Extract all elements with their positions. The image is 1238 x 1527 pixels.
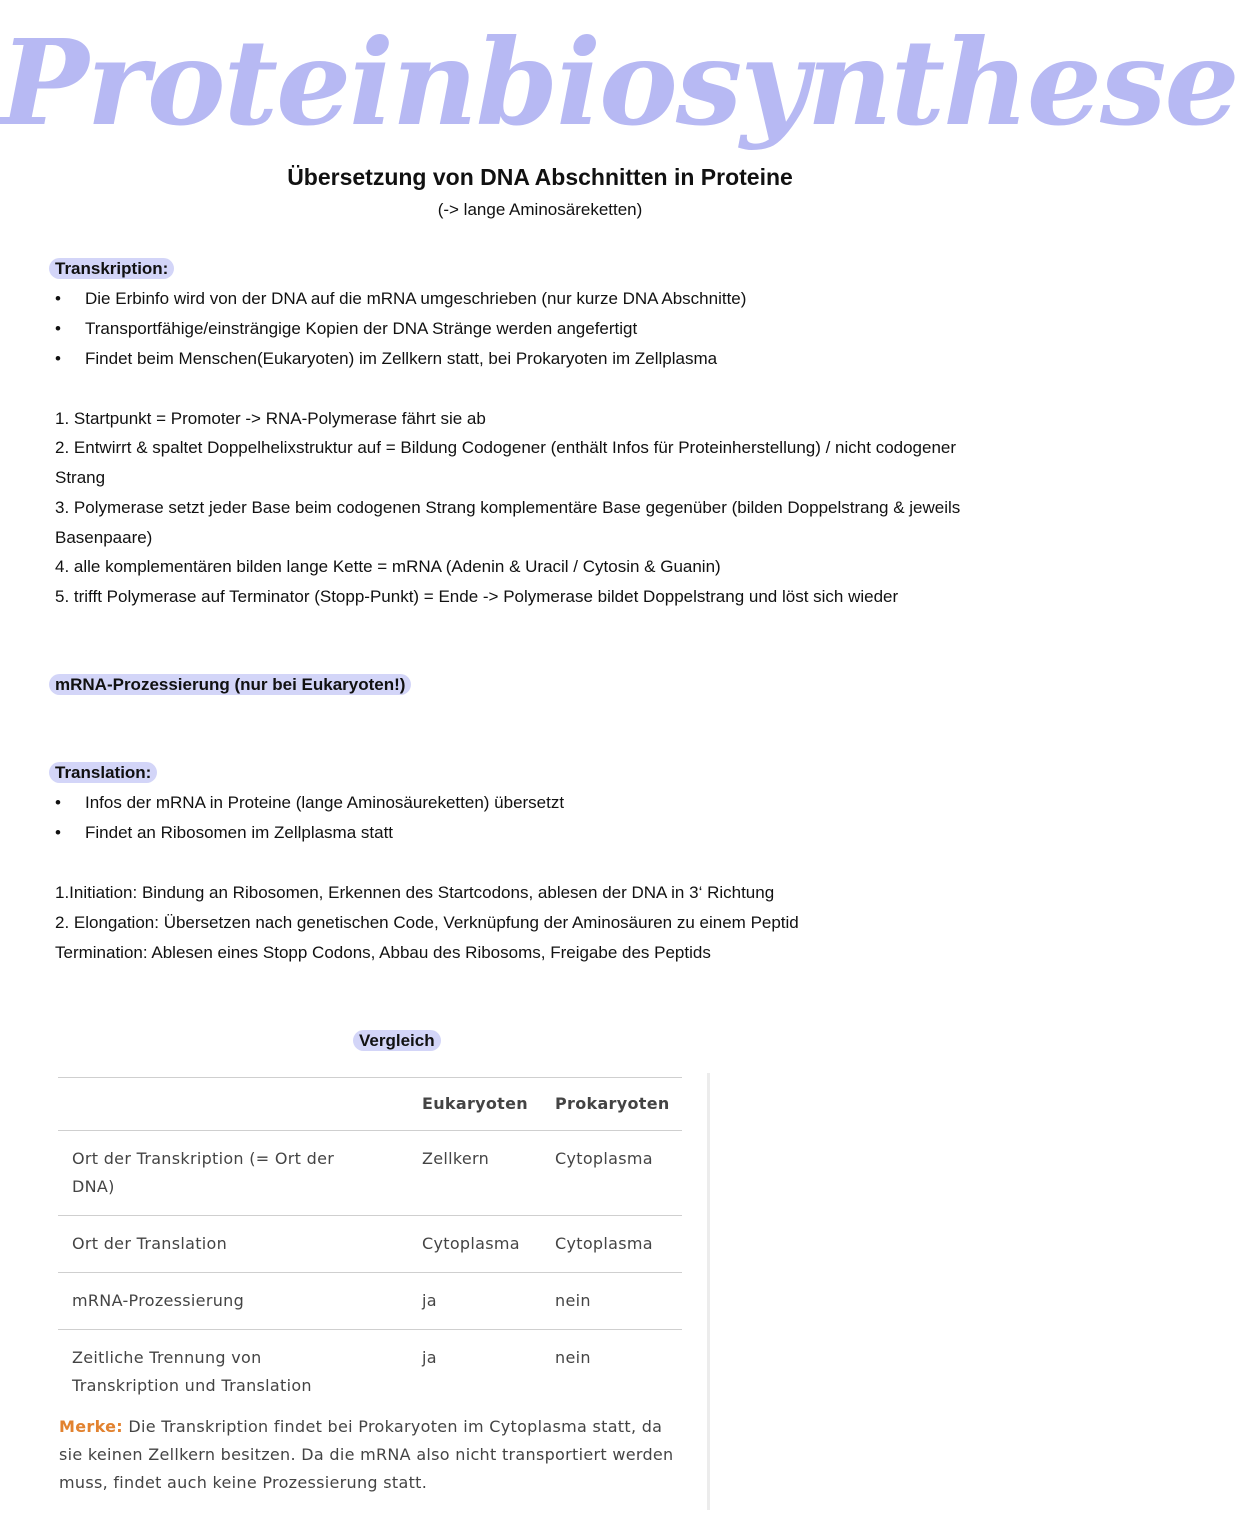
bullet-item: • Findet an Ribosomen im Zellplasma statt bbox=[55, 823, 394, 842]
subtitle: Übersetzung von DNA Abschnitten in Proteine bbox=[287, 164, 793, 190]
table-cell: nein bbox=[541, 1273, 682, 1330]
bullet-text: Findet an Ribosomen im Zellplasma statt bbox=[85, 823, 394, 842]
bullet-item: • Findet beim Menschen(Eukaryoten) im Zellkern statt, bei Prokaryoten im Zellplasma bbox=[55, 349, 718, 368]
step-line: Basenpaare) bbox=[55, 528, 153, 547]
bullet-item: • Infos der mRNA in Proteine (lange Aminosäureketten) übersetzt bbox=[55, 793, 565, 812]
merke-label: Merke: bbox=[59, 1417, 123, 1436]
bullet-item: • Die Erbinfo wird von der DNA auf die mRNA umgeschrieben (nur kurze DNA Abschnitte) bbox=[55, 289, 747, 308]
subsubtitle: (-> lange Aminosäreketten) bbox=[437, 200, 643, 219]
table-row bbox=[58, 1131, 682, 1216]
table-row bbox=[58, 1273, 682, 1330]
table-row bbox=[58, 1216, 682, 1273]
bullet-text: Transportfähige/einsträngige Kopien der DNA Stränge werden angefertigt bbox=[85, 319, 638, 338]
vergleich-heading bbox=[353, 1031, 441, 1051]
bullet-item: • Transportfähige/einsträngige Kopien der DNA Stränge werden angefertigt bbox=[55, 319, 638, 338]
prozessierung-heading bbox=[49, 675, 411, 695]
table-cell: ja bbox=[408, 1330, 541, 1415]
step-line: 3. Polymerase setzt jeder Base beim codogenen Strang komplementäre Base gegenüber (bilden Doppelstrang & jeweils bbox=[55, 498, 961, 517]
translation-heading bbox=[49, 763, 157, 783]
bullet-text: Die Erbinfo wird von der DNA auf die mRNA umgeschrieben (nur kurze DNA Abschnitte) bbox=[85, 289, 747, 308]
table-cell: nein bbox=[541, 1330, 682, 1415]
step-line: 1.Initiation: Bindung an Ribosomen, Erkennen des Startcodons, ablesen der DNA in 3‘ Richtung bbox=[55, 883, 775, 902]
table-header-cell: Prokaryoten bbox=[541, 1078, 682, 1131]
bullet-text: Infos der mRNA in Proteine (lange Aminosäureketten) übersetzt bbox=[85, 793, 565, 812]
table-cell: Cytoplasma bbox=[541, 1216, 682, 1273]
table-cell: Ort der Transkription (= Ort der DNA) bbox=[58, 1131, 408, 1216]
vertical-divider bbox=[707, 1073, 710, 1510]
table-row bbox=[58, 1330, 682, 1415]
vergleich-heading-text: Vergleich bbox=[353, 1030, 441, 1051]
step-line: 2. Elongation: Übersetzen nach genetischen Code, Verknüpfung der Aminosäuren zu einem Peptid bbox=[55, 913, 799, 932]
prozessierung-heading-text: mRNA-Prozessierung (nur bei Eukaryoten!) bbox=[49, 674, 411, 695]
transkription-heading bbox=[49, 259, 174, 279]
table-cell: Ort der Translation bbox=[58, 1216, 408, 1273]
table-cell: Cytoplasma bbox=[541, 1131, 682, 1216]
table-cell: Cytoplasma bbox=[408, 1216, 541, 1273]
merke-text: Die Transkription findet bei Prokaryoten im Cytoplasma statt, da sie keinen Zellkern besitzen. Da die mRNA also nicht transportiert werden muss, findet auch keine Prozessierung statt. bbox=[59, 1417, 674, 1492]
table-cell: ja bbox=[408, 1273, 541, 1330]
table-cell: mRNA-Prozessierung bbox=[58, 1273, 408, 1330]
table-header-row bbox=[58, 1078, 682, 1131]
comparison-table bbox=[58, 1077, 682, 1414]
page-title: Proteinbiosynthese bbox=[0, 13, 1238, 152]
table-cell: Zeitliche Trennung von Transkription und Translation bbox=[58, 1330, 408, 1415]
step-line: 2. Entwirrt & spaltet Doppelhelixstruktur auf = Bildung Codogener (enthält Infos für Proteinherstellung) / nicht codogener bbox=[55, 438, 957, 457]
step-line: 4. alle komplementären bilden lange Kette = mRNA (Adenin & Uracil / Cytosin & Guanin) bbox=[55, 557, 721, 576]
step-line: Termination: Ablesen eines Stopp Codons, Abbau des Ribosoms, Freigabe des Peptids bbox=[55, 943, 711, 962]
step-line: 1. Startpunkt = Promoter -> RNA-Polymerase fährt sie ab bbox=[55, 409, 486, 428]
table-header-cell: Eukaryoten bbox=[408, 1078, 541, 1131]
merke-note bbox=[59, 1413, 689, 1497]
step-line: Strang bbox=[55, 468, 106, 487]
step-line: 5. trifft Polymerase auf Terminator (Stopp-Punkt) = Ende -> Polymerase bildet Doppelstrang und löst sich wieder bbox=[55, 587, 899, 606]
table-cell: Zellkern bbox=[408, 1131, 541, 1216]
translation-heading-text: Translation: bbox=[49, 762, 157, 783]
bullet-text: Findet beim Menschen(Eukaryoten) im Zellkern statt, bei Prokaryoten im Zellplasma bbox=[85, 349, 718, 368]
transkription-heading-text: Transkription: bbox=[49, 258, 174, 279]
table-header-cell bbox=[58, 1078, 408, 1131]
